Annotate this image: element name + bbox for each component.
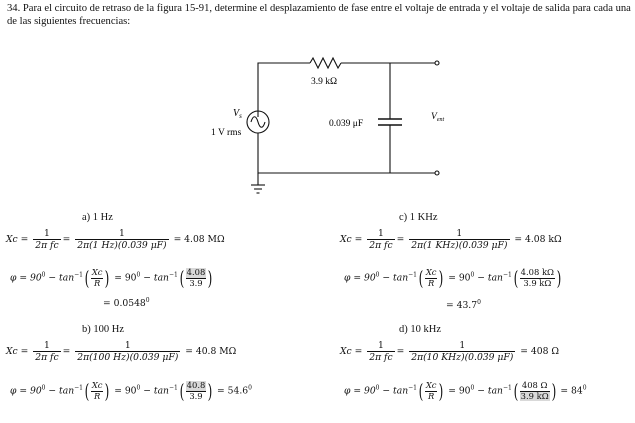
case-d-xc-equation: Xc = $\frac{1}{\text{2π fc}}$ = $\frac{1}{\text{2π(10 KHz)(0.039 μF)}}$ = 408 Ω	[340, 340, 559, 363]
wire-top-left	[258, 63, 310, 117]
case-d-header: d) 10 kHz	[399, 324, 441, 335]
case-b-phase-equation: $\varphi = 90^0 - \tan^{-1}$( $\frac{Xc}{R}$ ) = $90^0 - \tan^{-1}$( $\frac{40.8}{3.9}$ ) = $54.6^0$	[10, 379, 252, 403]
problem-statement: 34. Para el circuito de retraso de la figura 15-91, determine el desplazamiento de fase entre el voltaje de entrada y el voltaje de salida para cada una de las siguientes frecuencias:	[7, 3, 631, 27]
source-label-rms: 1 V rms	[211, 128, 242, 138]
sine-wave	[251, 117, 265, 128]
case-c-header: c) 1 KHz	[399, 212, 438, 223]
case-b-header: b) 100 Hz	[82, 324, 124, 335]
source-label-v: $V_s$	[233, 108, 242, 120]
case-a-result: = $0.0548^0$	[103, 297, 150, 310]
case-a-xc-equation: Xc = $\frac{1}{\text{2π fc}}$ = $\frac{1}{2\pi(1 Hz)(0.039 \mu F)}$ = 4.08 MΩ	[6, 228, 225, 251]
case-d-phase-equation: $\varphi = 90^0 - \tan^{-1}$( $\frac{Xc}{R}$ ) = $90^0 - \tan^{-1}$( $\frac{408 \Omega}{3.9 k\Omega}$ ) = $84^0$	[344, 379, 587, 403]
circuit-diagram	[190, 50, 460, 200]
case-c-result: = $43.7^0$	[446, 299, 481, 312]
case-a-header: a) 1 Hz	[82, 212, 113, 223]
case-c-phase-equation: $\varphi = 90^0 - \tan^{-1}$( $\frac{Xc}{R}$ ) = $90^0 - \tan^{-1}$( $\frac{4.08 k\Omega}{3.9 k\Omega}$ )	[344, 266, 562, 290]
output-terminal-bottom	[435, 171, 439, 175]
case-c-xc-equation: Xc = $\frac{1}{\text{2π fc}}$ = $\frac{1}{\text{2π(1 KHz)(0.039 μF)}}$ = 4.08 kΩ	[340, 228, 562, 251]
resistor	[310, 58, 341, 68]
output-label: $V_{ent}$	[431, 112, 445, 123]
capacitor-label: 0.039 μF	[329, 119, 364, 129]
case-a-phase-equation: $\varphi = 90^0 - \tan^{-1}$( $\frac{Xc}{R}$ ) = $90^0 - \tan^{-1}$( $\frac{4.08}{3.9}$ )	[10, 266, 213, 290]
output-terminal-top	[435, 61, 439, 65]
wire-bottom	[258, 133, 435, 173]
resistor-label: 3.9 kΩ	[311, 77, 338, 87]
case-b-xc-equation: Xc = $\frac{1}{\text{2π fc}}$ = $\frac{1}{2\pi(100 Hz)(0.039 \mu F)}$ = 40.8 MΩ	[6, 340, 237, 363]
